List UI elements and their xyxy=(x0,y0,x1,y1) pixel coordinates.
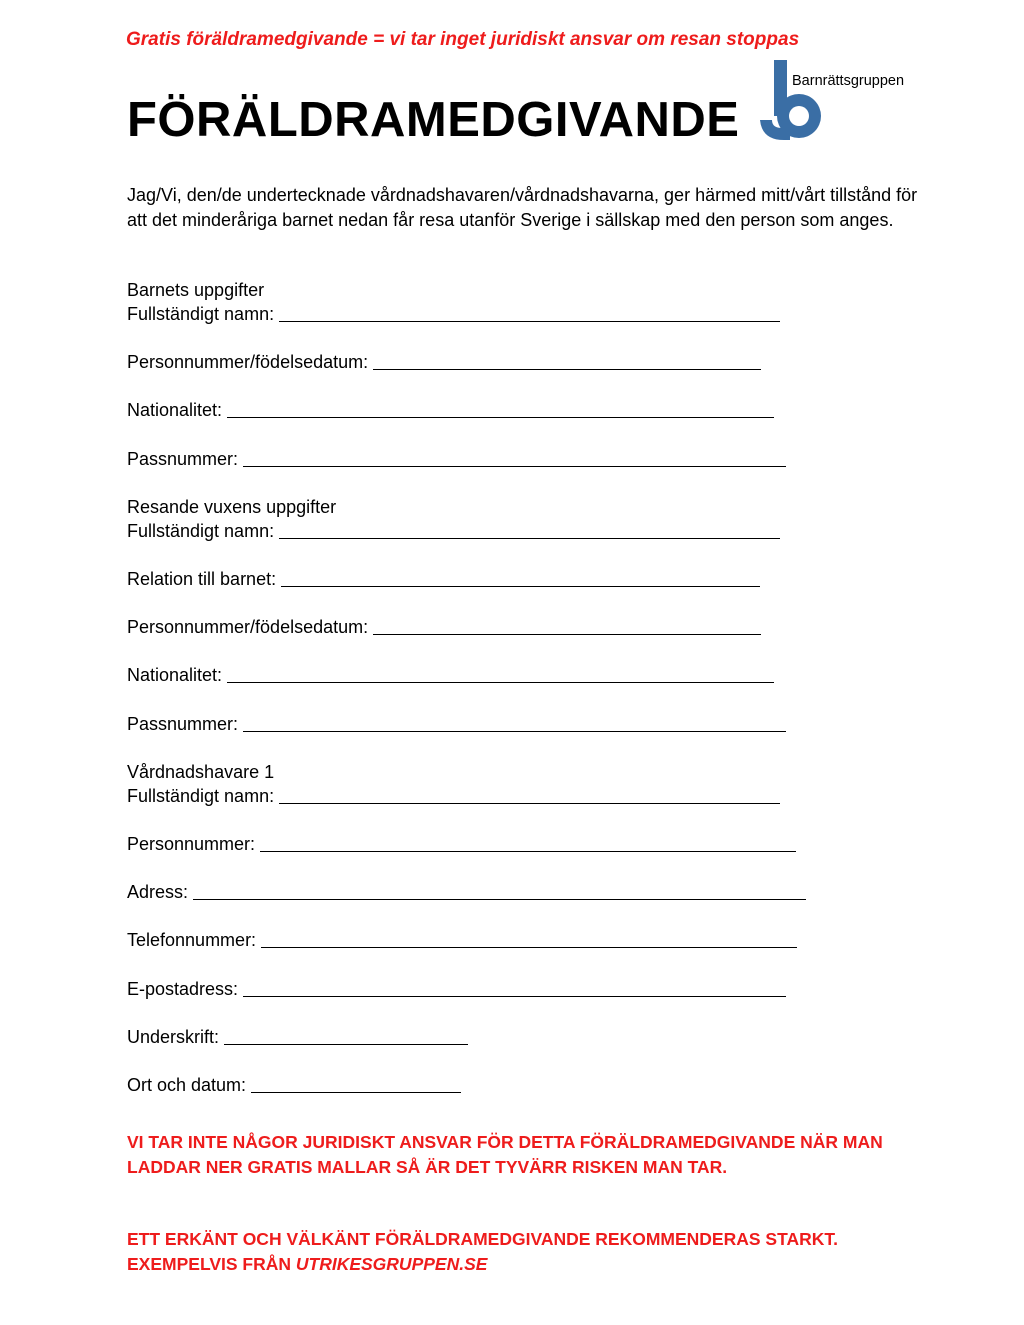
adult-fullname-field[interactable] xyxy=(127,520,780,542)
fill-line[interactable] xyxy=(373,618,761,635)
field-label: Adress: xyxy=(127,882,189,902)
adult-passport-field[interactable] xyxy=(127,713,786,735)
field-label: Passnummer: xyxy=(127,714,239,734)
fill-line[interactable] xyxy=(373,353,761,370)
child-nationality-field[interactable] xyxy=(127,399,774,421)
field-label: Nationalitet: xyxy=(127,665,223,685)
field-label: Ort och datum: xyxy=(127,1075,247,1095)
tagline: Gratis föräldramedgivande = vi tar inget juridiskt ansvar om resan stoppas xyxy=(126,29,800,50)
field-label: Passnummer: xyxy=(127,449,239,469)
fill-line[interactable] xyxy=(261,931,797,948)
fill-line[interactable] xyxy=(279,787,780,804)
field-label: Personnummer/födelsedatum: xyxy=(127,352,369,372)
child-fullname-field[interactable] xyxy=(127,303,780,325)
child-personnummer-field[interactable] xyxy=(127,351,761,373)
fill-line[interactable] xyxy=(193,883,806,900)
field-label: Telefonnummer: xyxy=(127,930,257,950)
field-label: Relation till barnet: xyxy=(127,569,277,589)
guardian-personnummer-field[interactable] xyxy=(127,833,796,855)
recommendation-warning xyxy=(127,1227,927,1276)
logo-text: Barnrättsgruppen xyxy=(792,73,905,89)
field-label: Fullständigt namn: xyxy=(127,786,275,806)
guardian-email-field[interactable] xyxy=(127,978,786,1000)
field-label: E-postadress: xyxy=(127,979,239,999)
fill-line[interactable] xyxy=(243,980,786,997)
fill-line[interactable] xyxy=(279,305,780,322)
fill-line[interactable] xyxy=(281,570,760,587)
guardian-place-date-field[interactable] xyxy=(127,1074,461,1096)
guardian-signature-field[interactable] xyxy=(127,1026,468,1048)
field-label: Fullständigt namn: xyxy=(127,521,275,541)
section-heading-adult: Resande vuxens uppgifter xyxy=(127,497,337,517)
field-label: Fullständigt namn: xyxy=(127,304,275,324)
section-heading-child: Barnets uppgifter xyxy=(127,280,265,300)
fill-line[interactable] xyxy=(227,666,774,683)
adult-nationality-field[interactable] xyxy=(127,664,774,686)
utrikesgruppen-link[interactable]: UTRIKESGRUPPEN.SE xyxy=(295,1253,488,1274)
guardian-fullname-field[interactable] xyxy=(127,785,780,807)
child-passport-field[interactable] xyxy=(127,448,786,470)
section-heading-guardian: Vårdnadshavare 1 xyxy=(127,762,275,782)
adult-relation-field[interactable] xyxy=(127,568,760,590)
fill-line[interactable] xyxy=(251,1076,461,1093)
field-label: Personnummer/födelsedatum: xyxy=(127,617,369,637)
field-label: Nationalitet: xyxy=(127,400,223,420)
fill-line[interactable] xyxy=(224,1028,468,1045)
guardian-phone-field[interactable] xyxy=(127,929,797,951)
fill-line[interactable] xyxy=(279,522,780,539)
fill-line[interactable] xyxy=(243,715,786,732)
field-label: Underskrift: xyxy=(127,1027,220,1047)
intro-paragraph: Jag/Vi, den/de undertecknade vårdnadshavaren/vårdnadshavarna, ger härmed mitt/vårt tillstånd för att det minderåriga barnet nedan får resa utanför Sverige i sällskap med den person som anges. xyxy=(127,185,918,230)
disclaimer-warning: VI TAR INTE NÅGOR JURIDISKT ANSVAR FÖR DETTA FÖRÄLDRAMEDGIVANDE NÄR MAN LADDAR NER GRATIS MALLAR SÅ ÄR DET TYVÄRR RISKEN MAN TAR. xyxy=(127,1132,883,1177)
guardian-address-field[interactable] xyxy=(127,881,806,903)
recommendation-text: ETT ERKÄNT OCH VÄLKÄNT FÖRÄLDRAMEDGIVANDE REKOMMENDERAS STARKT. EXEMPELVIS FRÅN xyxy=(127,1229,839,1274)
fill-line[interactable] xyxy=(260,835,796,852)
field-label: Personnummer: xyxy=(127,834,256,854)
fill-line[interactable] xyxy=(243,450,786,467)
fill-line[interactable] xyxy=(227,401,774,418)
page-title: FÖRÄLDRAMEDGIVANDE xyxy=(127,93,740,147)
adult-personnummer-field[interactable] xyxy=(127,616,761,638)
